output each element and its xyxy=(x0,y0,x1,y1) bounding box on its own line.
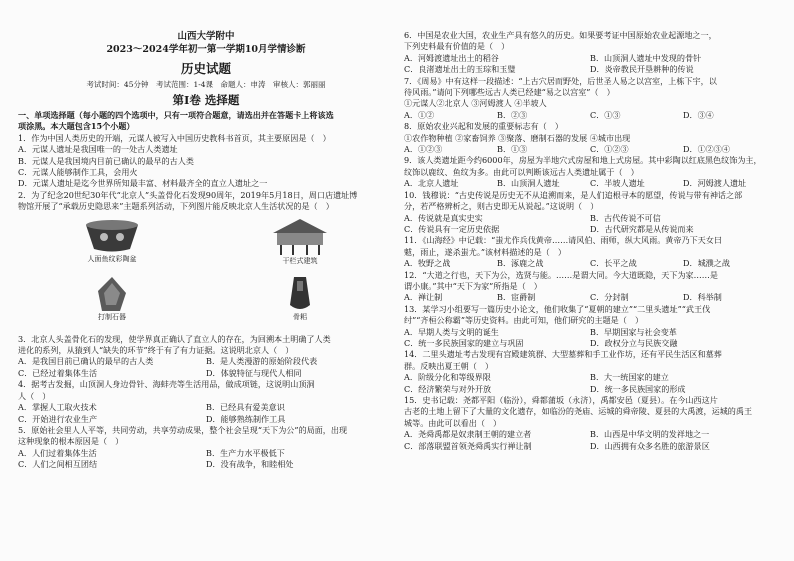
section1-instr-1: 一、单项选择题（每小题的四个选项中，只有一项符合题意，请选出并在答题卡上将该选 xyxy=(18,110,334,120)
q12-option-c: C．分封制 xyxy=(590,292,629,303)
q2-figure-b xyxy=(240,217,360,273)
q2-label-a: 人面鱼纹彩陶盆 xyxy=(87,254,137,263)
q14-stem-2: 群。反映出夏王朝（ ） xyxy=(404,360,494,371)
q12-option-b: B．宦爵制 xyxy=(497,292,536,303)
q8-option-c: C．①②③ xyxy=(590,144,629,155)
q14-options-cd xyxy=(404,384,776,395)
q14-options-ab xyxy=(404,372,776,383)
q14-option-a: A．阶级分化和等级界限 xyxy=(404,372,491,383)
exam-term: 2023～2024学年初一第一学期10月学情诊断 xyxy=(106,44,306,55)
q3-option-d: D．体貌特征与现代人相同 xyxy=(206,367,302,378)
q1-option-a: A．元谋人遗址是我国唯一的一处古人类遗址 xyxy=(18,144,178,155)
section1-instr-2: 项涂黑。本大题包含15个小题） xyxy=(18,121,135,132)
q3-stem-1: 3．北京人头盖骨化石的发现，使学界真正确认了直立人的存在，为回溯本土明确了人类 xyxy=(18,333,331,344)
q9-option-d: D．河姆渡人遗址 xyxy=(683,178,747,189)
q6-option-c: C．良渚遗址出土的玉琮和玉璧 xyxy=(404,64,516,75)
q4-stem-1: 4．据考古发掘，山顶洞人身边骨针、海蚌壳等生活用品，做成项链，这说明山顶洞 xyxy=(18,379,315,390)
q7-option-d: D．③④ xyxy=(683,109,714,120)
q12-option-d: D．科举制 xyxy=(683,292,722,303)
q2-label-c: 打制石器 xyxy=(98,312,126,321)
q15-options-cd xyxy=(404,441,776,452)
q13-options-cd xyxy=(404,338,776,349)
q10-option-c: C．传说具有一定历史依据 xyxy=(404,223,500,234)
q2-figure-d xyxy=(240,275,360,331)
q5-option-d: D．没有战争，和睦相处 xyxy=(206,459,294,470)
q1-option-d: D．元谋人遗址是迄今世界所知最丰富、材料最齐全的直立人遗址之一 xyxy=(18,178,268,189)
q8-option-d: D．①②③④ xyxy=(683,144,730,155)
q12-stem-2: 谓小康。”其中“天下为家”所指是（ ） xyxy=(404,280,542,291)
q13-stem-2: 纣”“齐桓公称霸”等历史资料。由此可知，他们研究的主题是（ ） xyxy=(404,315,644,326)
q10-option-a: A．传说就是真实史实 xyxy=(404,212,483,223)
q10-option-b: B．古代传说不可信 xyxy=(590,212,661,223)
q3-option-a: A．是我国目前已确认的最早的古人类 xyxy=(18,356,154,367)
q4-option-c: C．开始进行农业生产 xyxy=(18,413,98,424)
q5-stem-1: 5．原始社会里人人平等，共同劳动，共享劳动成果，整个社会呈现“天下为公”的局面，出现 xyxy=(18,424,348,435)
q11-option-a: A．牧野之战 xyxy=(404,258,451,269)
q1-option-b: B．元谋人是我国境内目前已确认的最早的古人类 xyxy=(18,155,194,166)
q5-stem-2: 这种现象的根本原因是（ ） xyxy=(18,436,124,447)
q13-option-b: B．早期国家与社会变革 xyxy=(590,326,677,337)
q1-option-c: C．元谋人能够制作工具，会用火 xyxy=(18,167,138,178)
q4-option-d: D．能够熟练制作工具 xyxy=(206,413,286,424)
q13-stem-1: 13．某学习小组要写一篇历史小论文，他们收集了“夏朝的建立”“二里头遗址”“武王伐 xyxy=(404,303,711,314)
q6-option-b: B．山顶洞人遗址中发现的骨针 xyxy=(590,52,702,63)
q2-label-b: 干栏式建筑 xyxy=(282,256,318,265)
left-column xyxy=(18,30,394,471)
q14-option-c: C．经济繁荣与对外开放 xyxy=(404,383,492,394)
q6-options-cd xyxy=(404,64,776,75)
q7-options xyxy=(404,110,776,121)
q2-label-d: 骨耜 xyxy=(293,312,307,321)
q7-option-a: A．①② xyxy=(404,109,435,120)
q2-stem-2: 物馆开展了“承载历史隐思来”主题系列活动，下列图片能反映北京人生活状况的是（ ） xyxy=(18,201,334,212)
q8-option-a: A．①②③ xyxy=(404,144,443,155)
q15-option-d: D．山西拥有众多名胜的旅游景区 xyxy=(590,440,710,451)
q3-options-ab xyxy=(18,356,394,367)
exam-subject: 历史试题 xyxy=(180,61,231,76)
q5-option-b: B．生产力水平极低下 xyxy=(206,447,285,458)
q4-option-a: A．掌握人工取火技术 xyxy=(18,402,97,413)
q6-stem-2: 下列史料最有价值的是（ ） xyxy=(404,41,510,52)
q15-stem-2: 古老的土地上留下了大量的文化遗存，如临汾的尧庙、运城的舜帝陵、夏县的大禹渡，运城的禹王 xyxy=(404,406,753,417)
q14-option-d: D．统一多民族国家的形成 xyxy=(590,383,686,394)
q12-option-a: A．禅让制 xyxy=(404,292,443,303)
q9-option-b: B．山顶洞人遗址 xyxy=(497,178,560,189)
q14-option-b: B．大一统国家的建立 xyxy=(590,372,669,383)
q13-option-a: A．早期人类与文明的诞生 xyxy=(404,326,499,337)
q9-option-c: C．半坡人遗址 xyxy=(590,178,645,189)
q10-options-ab xyxy=(404,213,776,224)
q7-stem-1: 7．《周易》中有这样一段描述：“上古穴居而野处，后世圣人易之以宫室，上栋下宇，以 xyxy=(404,75,717,86)
q6-stem-1: 6．中国是农业大国，农业生产具有悠久的历史。如果要考证中国原始农业起源地之一， xyxy=(404,30,717,40)
q2-stem-1: 2．为了纪念20世纪30年代“北京人”头盖骨化石发现90周年，2019年5月18日，周口店遗址博 xyxy=(18,189,358,200)
q15-option-b: B．山西是中华文明的发祥地之一 xyxy=(590,429,710,440)
q15-option-c: C．部落联盟首领尧舜禹实行禅让制 xyxy=(404,440,532,451)
part1-heading: 第Ⅰ卷 选择题 xyxy=(172,93,240,107)
q14-stem-1: 14．二里头遗址考古发现有宫殿建筑群、大型墓葬和手工业作坊，还有平民生活区和墓葬 xyxy=(404,349,722,360)
painted-pottery-basin-icon xyxy=(82,217,142,255)
chipped-stone-tool-icon xyxy=(92,275,132,313)
q9-stem-1: 9．该人类遗址距今约6000年，房屋为半地穴式房屋和地上式房屋。其中彩陶以红底黑色纹饰为主， xyxy=(404,155,762,166)
q5-options-ab xyxy=(18,448,394,459)
q3-stem-2: 进化的系列，从猿到人“缺失的环节”终于有了有力证据。这说明北京人（ ） xyxy=(18,345,294,356)
q8-options xyxy=(404,144,776,155)
q2-images-row2 xyxy=(18,275,394,331)
q13-option-d: D．政权分立与民族交融 xyxy=(590,337,678,348)
stilt-house-icon xyxy=(265,217,335,257)
q15-stem-1: 15．史书记载：尧都平阳（临汾），舜都蒲坂（永济），禹都安邑（夏县）。在今山西这片 xyxy=(404,395,718,405)
q8-stem: 8．原始农业兴起和发展的重要标志有（ ） xyxy=(404,121,563,132)
q3-options-cd xyxy=(18,368,394,379)
exam-meta: 考试时间：45分钟 考试范围：1-4课 命题人：申涛 审核人：郭丽丽 xyxy=(86,80,326,89)
q15-options-ab xyxy=(404,429,776,440)
q6-option-d: D．炎帝教民开垦耕种的传说 xyxy=(590,64,694,75)
q7-option-b: B．②③ xyxy=(497,109,528,120)
q10-stem-1: 10．钱穆说：“古史传说是历史无不从追溯而来，是人们追根寻本的愿望，传说与带有神话之部 xyxy=(404,189,743,200)
q15-stem-3: 城等。由此可以看出（ ） xyxy=(404,417,502,428)
q7-choices: ①元谋人②北京人 ③河姆渡人 ④半坡人 xyxy=(404,98,547,109)
q1-stem: 1．作为中国人类历史的开端，元谋人被写入中国历史教科书首页，其主要原因是（ ） xyxy=(18,132,331,143)
q10-option-d: D．古代研究都是从传说而来 xyxy=(590,223,694,234)
q7-stem-2: 待风雨。”请问下列哪些远古人类已经建“易之以宫室”（ ） xyxy=(404,87,615,98)
right-column xyxy=(404,30,776,452)
q4-option-b: B．已经具有爱美意识 xyxy=(206,402,285,413)
q6-options-ab xyxy=(404,53,776,64)
q3-option-b: B．是人类漫游的原始阶段代表 xyxy=(206,356,318,367)
q5-option-a: A．人们过着集体生活 xyxy=(18,447,97,458)
q3-option-c: C．已经过着集体生活 xyxy=(18,367,98,378)
q9-options xyxy=(404,178,776,189)
q13-option-c: C．统一多民族国家的建立与巩固 xyxy=(404,337,524,348)
q6-option-a: A．河姆渡遗址出土的稻谷 xyxy=(404,52,499,63)
q9-option-a: A．北京人遗址 xyxy=(404,178,459,189)
q10-stem-2: 分，若严格辨析之，则古史即无从说起。”这说明（ ） xyxy=(404,201,599,212)
q11-stem-2: 魃，雨止，遂杀蚩尤。”该材料描述的是（ ） xyxy=(404,246,566,257)
q4-stem-2: 人（ ） xyxy=(18,390,51,401)
school-name: 山西大学附中 xyxy=(177,31,235,42)
q9-stem-2: 纹饰以鹿纹、鱼纹为多。由此可以判断该远古人类遗址属于（ ） xyxy=(404,166,639,177)
q2-images-row1 xyxy=(18,217,394,273)
q4-options-cd xyxy=(18,414,394,425)
q2-figure-a xyxy=(52,217,172,273)
q11-stem-1: 11．《山海经》中记载：“蚩尤作兵伐黄帝……请风伯、雨师，纵大风雨。黄帝乃下天女曰 xyxy=(404,235,722,246)
q11-option-d: D．城濮之战 xyxy=(683,258,730,269)
q2-figure-c xyxy=(52,275,172,331)
q11-options xyxy=(404,258,776,269)
q5-option-c: C．人们之间相互团结 xyxy=(18,459,98,470)
q15-option-a: A．尧舜禹都是奴隶制王朝的建立者 xyxy=(404,429,532,440)
q12-stem-1: 12．“大道之行也，天下为公，选贤与能。……是谓大同。今大道既隐，天下为家……是 xyxy=(404,269,718,280)
q11-option-c: C．长平之战 xyxy=(590,258,637,269)
q13-options-ab xyxy=(404,327,776,338)
q10-options-cd xyxy=(404,224,776,235)
q8-option-b: B．①③ xyxy=(497,144,528,155)
bone-spade-icon xyxy=(280,275,320,313)
q4-options-ab xyxy=(18,402,394,413)
q7-option-c: C．①③ xyxy=(590,109,621,120)
q11-option-b: B．涿鹿之战 xyxy=(497,258,544,269)
q8-choices: ①农作物种植 ②家畜饲养 ③聚落、磨制石器的发展 ④城市出现 xyxy=(404,132,631,143)
q5-options-cd xyxy=(18,459,394,470)
q12-options xyxy=(404,292,776,303)
